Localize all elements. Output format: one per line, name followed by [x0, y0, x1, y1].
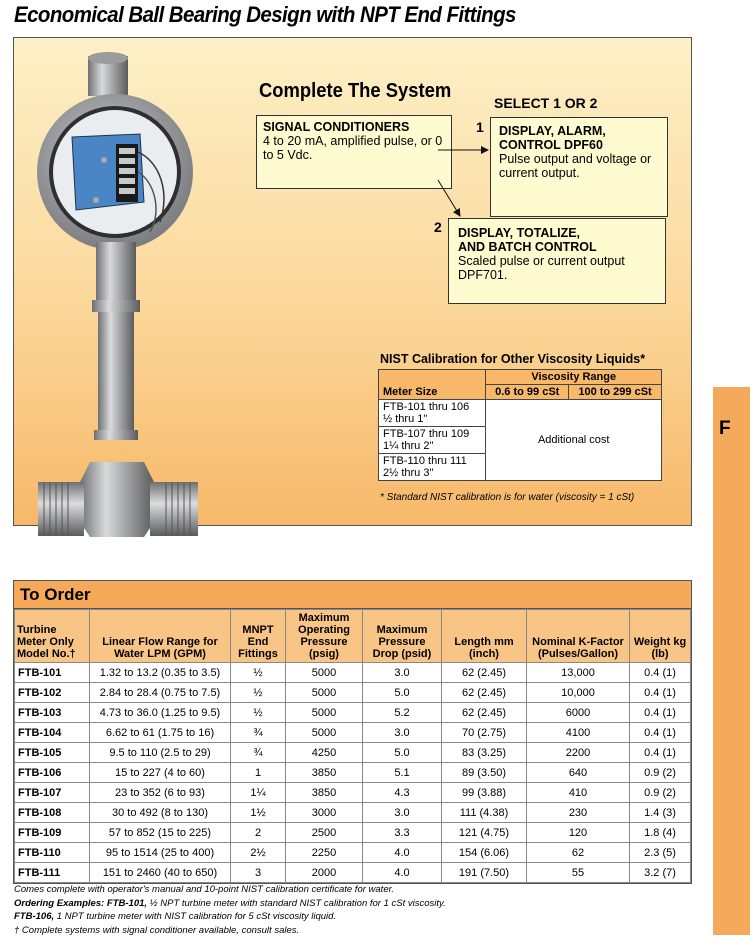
order-col-pressure-drop: Maximum Pressure Drop (psid)	[363, 610, 442, 663]
order-cell-length: 121 (4.75)	[442, 823, 527, 843]
option-1-text: Pulse output and voltage or current output.	[499, 152, 651, 180]
footnote-line-3	[14, 910, 446, 924]
order-col-k-factor: Nominal K-Factor (Pulses/Gallon)	[527, 610, 630, 663]
order-cell-model: FTB-105	[15, 743, 90, 763]
order-row	[15, 723, 691, 743]
order-row	[15, 743, 691, 763]
order-cell-k-factor: 13,000	[527, 663, 630, 683]
order-cell-length: 70 (2.75)	[442, 723, 527, 743]
order-cell-length: 111 (4.38)	[442, 803, 527, 823]
order-cell-pressure-drop: 5.2	[363, 703, 442, 723]
order-cell-pressure-drop: 5.1	[363, 763, 442, 783]
option-2-box	[448, 218, 666, 304]
order-cell-pressure: 5000	[286, 683, 363, 703]
nist-col-meter-size: Meter Size	[379, 370, 486, 400]
footnotes	[14, 883, 446, 937]
order-cell-weight: 0.4 (1)	[630, 723, 691, 743]
nist-row-sizes: 2½ thru 3"	[383, 467, 433, 479]
order-col-pressure: Maximum Operating Pressure (psig)	[286, 610, 363, 663]
order-cell-pressure: 5000	[286, 663, 363, 683]
nist-additional-cost: Additional cost	[486, 400, 662, 481]
order-cell-length: 99 (3.88)	[442, 783, 527, 803]
order-cell-fittings: 1¼	[231, 783, 286, 803]
order-cell-flow-range: 15 to 227 (4 to 60)	[90, 763, 231, 783]
order-cell-pressure-drop: 4.3	[363, 783, 442, 803]
order-cell-flow-range: 9.5 to 110 (2.5 to 29)	[90, 743, 231, 763]
order-cell-flow-range: 2.84 to 28.4 (0.75 to 7.5)	[90, 683, 231, 703]
order-cell-weight: 0.4 (1)	[630, 683, 691, 703]
order-cell-fittings: 2	[231, 823, 286, 843]
turbine-meter-photo	[20, 42, 220, 542]
footnote-line-3-text: 1 NPT turbine meter with NIST calibration for 5 cSt viscosity liquid.	[54, 911, 336, 922]
section-tab-letter: F	[719, 418, 731, 440]
footnote-line-2-text: ½ NPT turbine meter with standard NIST calibration for 1 cSt viscosity.	[147, 898, 446, 909]
nist-row-sizes: ½ thru 1"	[383, 413, 427, 425]
order-cell-length: 62 (2.45)	[442, 703, 527, 723]
order-cell-length: 62 (2.45)	[442, 663, 527, 683]
order-cell-fittings: ¾	[231, 743, 286, 763]
order-cell-pressure-drop: 3.3	[363, 823, 442, 843]
footnote-line-3-label: FTB-106,	[14, 911, 54, 922]
option-1-box	[490, 117, 668, 217]
nist-table	[378, 369, 662, 481]
order-cell-model: FTB-103	[15, 703, 90, 723]
option-2-number: 2	[434, 219, 442, 235]
order-cell-length: 89 (3.50)	[442, 763, 527, 783]
option-1-title-line2: CONTROL DPF60	[499, 138, 659, 152]
order-cell-model: FTB-101	[15, 663, 90, 683]
order-cell-fittings: ½	[231, 663, 286, 683]
order-cell-pressure: 5000	[286, 723, 363, 743]
signal-conditioners-text: 4 to 20 mA, amplified pulse, or 0 to 5 Vdc.	[263, 134, 442, 162]
order-cell-k-factor: 640	[527, 763, 630, 783]
nist-title: NIST Calibration for Other Viscosity Liquids*	[380, 352, 645, 366]
order-cell-k-factor: 4100	[527, 723, 630, 743]
order-cell-pressure: 2250	[286, 843, 363, 863]
order-cell-pressure: 3850	[286, 763, 363, 783]
nist-row-models: FTB-101 thru 106	[383, 401, 469, 413]
nist-col-range-2: 100 to 299 cSt	[569, 385, 662, 400]
order-cell-weight: 0.9 (2)	[630, 763, 691, 783]
order-cell-fittings: 1½	[231, 803, 286, 823]
order-row	[15, 803, 691, 823]
order-row	[15, 843, 691, 863]
order-cell-weight: 0.9 (2)	[630, 783, 691, 803]
order-cell-k-factor: 55	[527, 863, 630, 883]
nist-row-sizes: 1¼ thru 2"	[383, 440, 433, 452]
order-cell-model: FTB-107	[15, 783, 90, 803]
order-table	[14, 609, 691, 883]
order-cell-fittings: 1	[231, 763, 286, 783]
order-cell-flow-range: 6.62 to 61 (1.75 to 16)	[90, 723, 231, 743]
order-row	[15, 863, 691, 883]
order-cell-fittings: 3	[231, 863, 286, 883]
nist-col-range-1: 0.6 to 99 cSt	[486, 385, 569, 400]
footnote-line-2-label: Ordering Examples: FTB-101,	[14, 898, 147, 909]
order-cell-fittings: ½	[231, 703, 286, 723]
order-cell-flow-range: 4.73 to 36.0 (1.25 to 9.5)	[90, 703, 231, 723]
order-col-fittings: MNPT End Fittings	[231, 610, 286, 663]
nist-row	[379, 454, 486, 481]
footnote-line-1: Comes complete with operator's manual and 10-point NIST calibration certificate for water.	[14, 883, 446, 897]
order-cell-fittings: ¾	[231, 723, 286, 743]
order-cell-k-factor: 2200	[527, 743, 630, 763]
order-cell-model: FTB-104	[15, 723, 90, 743]
order-section	[13, 580, 692, 884]
order-cell-weight: 3.2 (7)	[630, 863, 691, 883]
order-cell-model: FTB-111	[15, 863, 90, 883]
option-2-title-line1: DISPLAY, TOTALIZE,	[458, 226, 656, 240]
order-cell-k-factor: 230	[527, 803, 630, 823]
order-cell-weight: 0.4 (1)	[630, 663, 691, 683]
order-cell-pressure: 2500	[286, 823, 363, 843]
order-col-length: Length mm (inch)	[442, 610, 527, 663]
order-cell-weight: 1.8 (4)	[630, 823, 691, 843]
select-label: SELECT 1 OR 2	[494, 95, 597, 111]
order-cell-pressure: 2000	[286, 863, 363, 883]
order-cell-k-factor: 6000	[527, 703, 630, 723]
order-row	[15, 703, 691, 723]
order-cell-weight: 0.4 (1)	[630, 743, 691, 763]
nist-row	[379, 427, 486, 454]
order-cell-k-factor: 120	[527, 823, 630, 843]
order-cell-weight: 1.4 (3)	[630, 803, 691, 823]
option-1-title-line1: DISPLAY, ALARM,	[499, 124, 659, 138]
option-2-title-line2: AND BATCH CONTROL	[458, 240, 656, 254]
nist-row	[379, 400, 486, 427]
order-cell-fittings: 2½	[231, 843, 286, 863]
order-cell-model: FTB-109	[15, 823, 90, 843]
order-cell-pressure: 3850	[286, 783, 363, 803]
order-row	[15, 663, 691, 683]
order-cell-model: FTB-102	[15, 683, 90, 703]
order-cell-model: FTB-106	[15, 763, 90, 783]
order-row	[15, 823, 691, 843]
order-cell-length: 154 (6.06)	[442, 843, 527, 863]
order-cell-pressure: 3000	[286, 803, 363, 823]
order-cell-pressure-drop: 5.0	[363, 743, 442, 763]
order-cell-model: FTB-108	[15, 803, 90, 823]
nist-col-viscosity: Viscosity Range	[486, 370, 662, 385]
order-cell-pressure-drop: 5.0	[363, 683, 442, 703]
nist-note: * Standard NIST calibration is for water (viscosity = 1 cSt)	[380, 492, 634, 503]
order-col-flow-range: Linear Flow Range for Water LPM (GPM)	[90, 610, 231, 663]
section-tab-bar	[713, 387, 750, 935]
order-cell-model: FTB-110	[15, 843, 90, 863]
order-cell-pressure-drop: 3.0	[363, 663, 442, 683]
page-title: Economical Ball Bearing Design with NPT End Fittings	[14, 2, 516, 28]
nist-row-models: FTB-107 thru 109	[383, 428, 469, 440]
order-cell-length: 62 (2.45)	[442, 683, 527, 703]
order-cell-pressure-drop: 4.0	[363, 863, 442, 883]
signal-conditioners-title: SIGNAL CONDITIONERS	[263, 120, 445, 134]
order-cell-weight: 0.4 (1)	[630, 703, 691, 723]
order-cell-flow-range: 151 to 2460 (40 to 650)	[90, 863, 231, 883]
order-cell-length: 191 (7.50)	[442, 863, 527, 883]
order-col-model: Turbine Meter Only Model No.†	[15, 610, 90, 663]
complete-system-heading: Complete The System	[259, 80, 451, 103]
order-cell-weight: 2.3 (5)	[630, 843, 691, 863]
order-cell-fittings: ½	[231, 683, 286, 703]
order-cell-flow-range: 95 to 1514 (25 to 400)	[90, 843, 231, 863]
order-row	[15, 683, 691, 703]
nist-row-models: FTB-110 thru 111	[383, 455, 467, 467]
order-cell-pressure-drop: 3.0	[363, 803, 442, 823]
order-cell-flow-range: 1.32 to 13.2 (0.35 to 3.5)	[90, 663, 231, 683]
order-heading: To Order	[14, 581, 691, 609]
option-2-text: Scaled pulse or current output DPF701.	[458, 254, 625, 282]
order-cell-pressure-drop: 4.0	[363, 843, 442, 863]
footnote-line-4: † Complete systems with signal conditioner available, consult sales.	[14, 924, 446, 937]
order-cell-length: 83 (3.25)	[442, 743, 527, 763]
order-cell-k-factor: 10,000	[527, 683, 630, 703]
order-cell-k-factor: 62	[527, 843, 630, 863]
order-cell-pressure: 5000	[286, 703, 363, 723]
footnote-line-2	[14, 897, 446, 911]
signal-conditioners-box	[256, 115, 452, 189]
order-cell-pressure: 4250	[286, 743, 363, 763]
option-1-number: 1	[476, 119, 484, 135]
order-cell-k-factor: 410	[527, 783, 630, 803]
order-row	[15, 763, 691, 783]
order-cell-flow-range: 23 to 352 (6 to 93)	[90, 783, 231, 803]
order-cell-pressure-drop: 3.0	[363, 723, 442, 743]
order-cell-flow-range: 30 to 492 (8 to 130)	[90, 803, 231, 823]
order-col-weight: Weight kg (lb)	[630, 610, 691, 663]
order-row	[15, 783, 691, 803]
order-cell-flow-range: 57 to 852 (15 to 225)	[90, 823, 231, 843]
